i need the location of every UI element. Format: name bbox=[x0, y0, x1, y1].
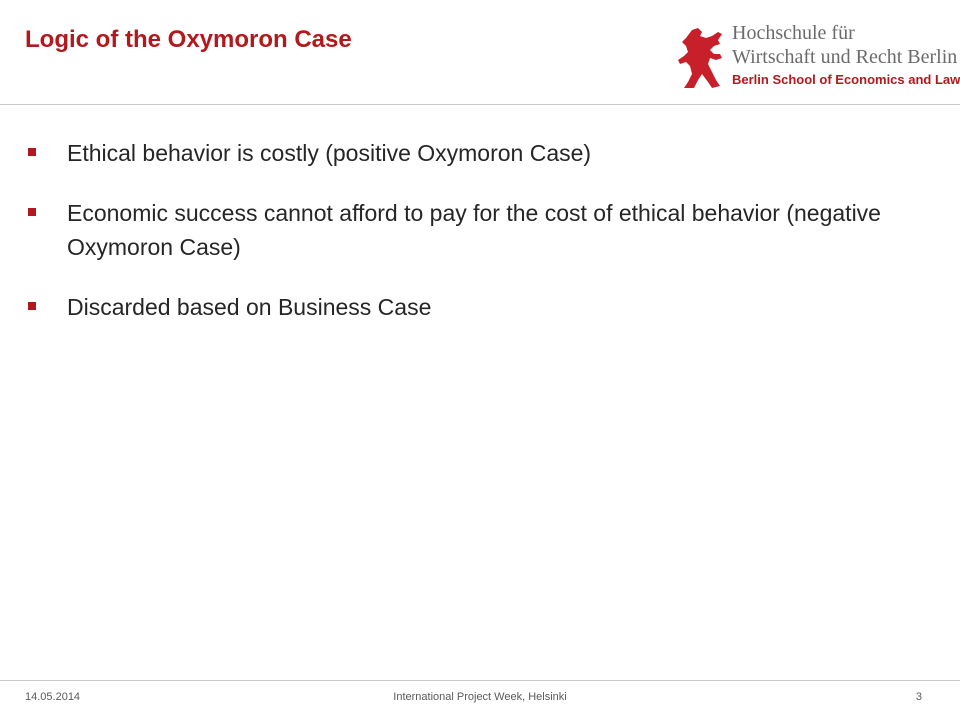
logo-text-line3: Berlin School of Economics and Law bbox=[732, 72, 960, 87]
bullet-item bbox=[28, 290, 928, 324]
bullet-item bbox=[28, 136, 928, 170]
bullet-marker-icon bbox=[28, 148, 36, 156]
logo-text-line1: Hochschule für bbox=[732, 22, 855, 44]
slide-title: Logic of the Oxymoron Case bbox=[25, 26, 352, 53]
bullet-list bbox=[28, 136, 928, 350]
bullet-marker-icon bbox=[28, 208, 36, 216]
footer-divider bbox=[0, 680, 960, 681]
university-logo bbox=[676, 18, 960, 90]
bullet-marker-icon bbox=[28, 302, 36, 310]
bullet-item bbox=[28, 196, 928, 264]
bullet-text: Economic success cannot afford to pay for the cost of ethical behavior (negative Oxymoron Case) bbox=[67, 200, 881, 260]
bullet-text: Discarded based on Business Case bbox=[67, 294, 432, 320]
footer-date: 14.05.2014 bbox=[25, 691, 81, 703]
footer-event: International Project Week, Helsinki bbox=[393, 691, 567, 703]
page-number: 3 bbox=[915, 691, 922, 703]
header-divider bbox=[0, 104, 960, 105]
bear-icon bbox=[676, 26, 724, 90]
bullet-text: Ethical behavior is costly (positive Oxymoron Case) bbox=[67, 140, 592, 166]
logo-text-line2: Wirtschaft und Recht Berlin bbox=[732, 46, 958, 68]
